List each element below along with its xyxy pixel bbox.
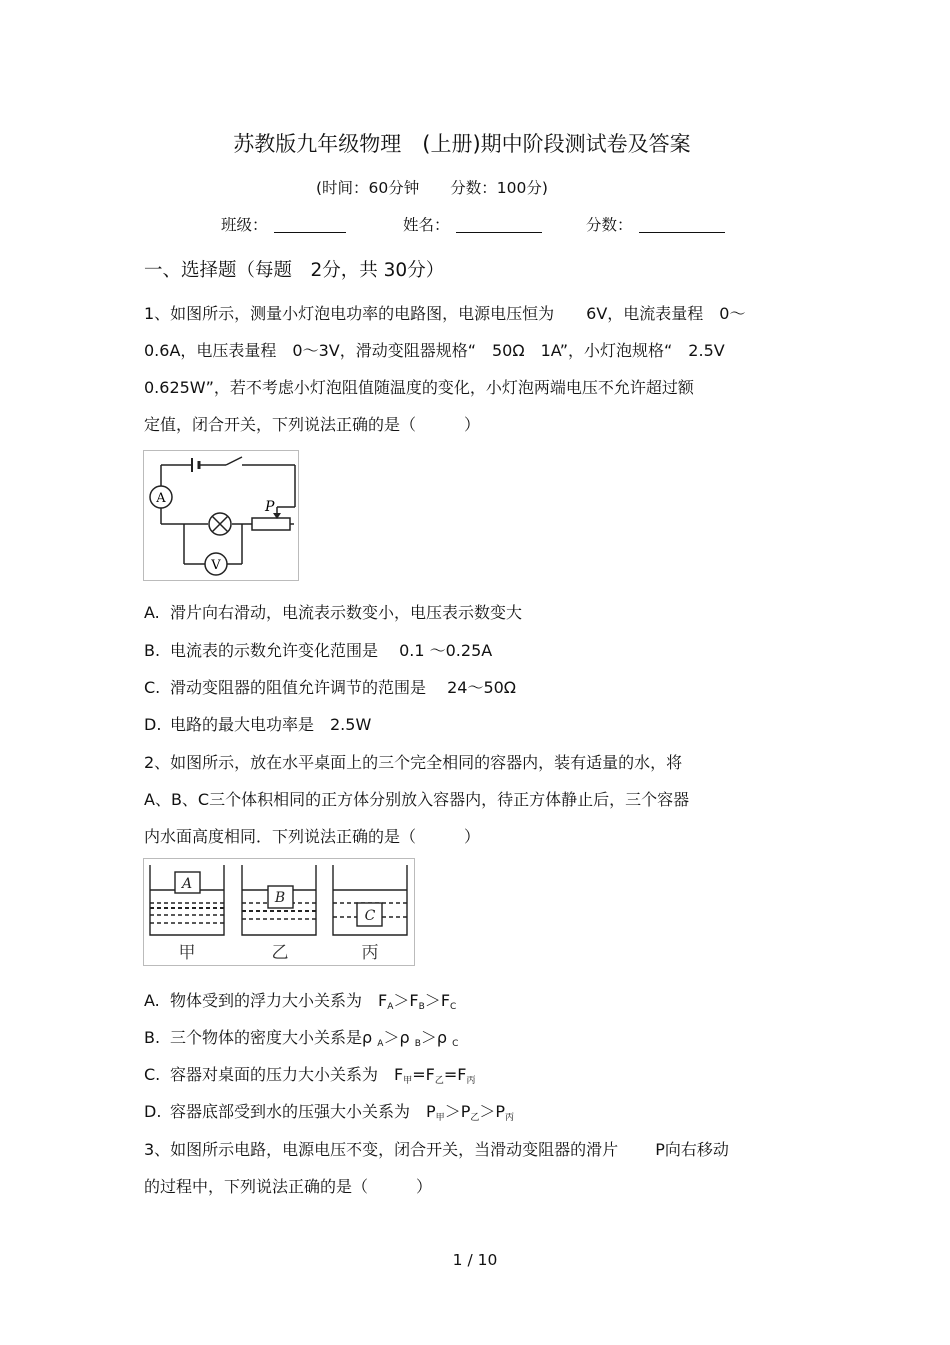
q1-option-a: A. 滑片向右滑动，电流表示数变小，电压表示数变大	[144, 603, 523, 622]
q2-containers-figure	[143, 858, 415, 966]
voltmeter-label: V	[211, 558, 221, 573]
section-heading: 一、选择题（每题 2分，共 30分）	[144, 260, 445, 281]
circuit-diagram	[144, 451, 298, 580]
q3-line: 的过程中，下列说法正确的是（ ）	[144, 1177, 433, 1196]
q1-line: 定值，闭合开关，下列说法正确的是（ ）	[144, 415, 481, 434]
block-c-label: C	[364, 908, 376, 924]
q1-line: 1、如图所示，测量小灯泡电功率的电路图，电源电压恒为 6V，电流表量程 0～	[144, 304, 746, 323]
q2-option-c: C. 容器对桌面的压力大小关系为 $F_甲=F_乙=F_丙$	[144, 1065, 476, 1086]
q1-line: 0.6A，电压表量程 0～3V，滑动变阻器规格“ 50Ω 1A”，小灯泡规格“ 2.5V	[144, 341, 725, 360]
q2-option-a: A. 物体受到的浮力大小关系为 $F_A>F_B>F_C$	[144, 991, 457, 1012]
block-a-label: A	[181, 876, 193, 892]
class-label: 班级：	[221, 216, 268, 234]
q3-line: 3、如图所示电路，电源电压不变，闭合开关，当滑动变阻器的滑片 P向右移动	[144, 1140, 729, 1159]
class-blank	[274, 216, 346, 233]
container-label: 乙	[271, 943, 289, 963]
score-blank	[639, 216, 725, 233]
q2-option-b: B. 三个物体的密度大小关系是ρ $_A$＞ρ $_B$＞ρ $_C$	[144, 1028, 459, 1049]
q1-circuit-figure	[143, 450, 299, 581]
q2-line: A、B、C三个体积相同的正方体分别放入容器内，待正方体静止后，三个容器	[144, 790, 690, 809]
score-label: 分数：	[586, 216, 633, 234]
q1-option-d: D. 电路的最大电功率是 2.5W	[144, 715, 372, 734]
page-number: 1 / 10	[452, 1251, 498, 1269]
q2-line: 内水面高度相同．下列说法正确的是（ ）	[144, 827, 481, 846]
block-b-label: B	[274, 890, 286, 906]
q1-option-c: C. 滑动变阻器的阻值允许调节的范围是 24～50Ω	[144, 678, 517, 697]
page-title: 苏教版九年级物理 (上册)期中阶段测试卷及答案	[233, 132, 691, 156]
containers-diagram	[144, 859, 414, 965]
q1-line: 0.625W”，若不考虑小灯泡阻值随温度的变化，小灯泡两端电压不允许超过额	[144, 378, 694, 397]
container-label: 甲	[178, 943, 196, 963]
container-label: 丙	[361, 943, 379, 963]
name-blank	[456, 216, 542, 233]
q2-option-d: D. 容器底部受到水的压强大小关系为 $P_甲>P_乙>P_丙$	[144, 1102, 515, 1123]
name-field	[403, 213, 542, 235]
slider-label: P	[265, 499, 275, 515]
score-field	[586, 213, 725, 235]
ammeter-label: A	[156, 491, 166, 506]
name-label: 姓名：	[403, 216, 450, 234]
exam-time-score: (时间：60分钟 分数：100分)	[316, 179, 548, 197]
q2-line: 2、如图所示，放在水平桌面上的三个完全相同的容器内，装有适量的水，将	[144, 753, 683, 772]
q1-option-b: B. 电流表的示数允许变化范围是 0.1 ～0.25A	[144, 641, 493, 660]
class-field	[221, 213, 346, 235]
